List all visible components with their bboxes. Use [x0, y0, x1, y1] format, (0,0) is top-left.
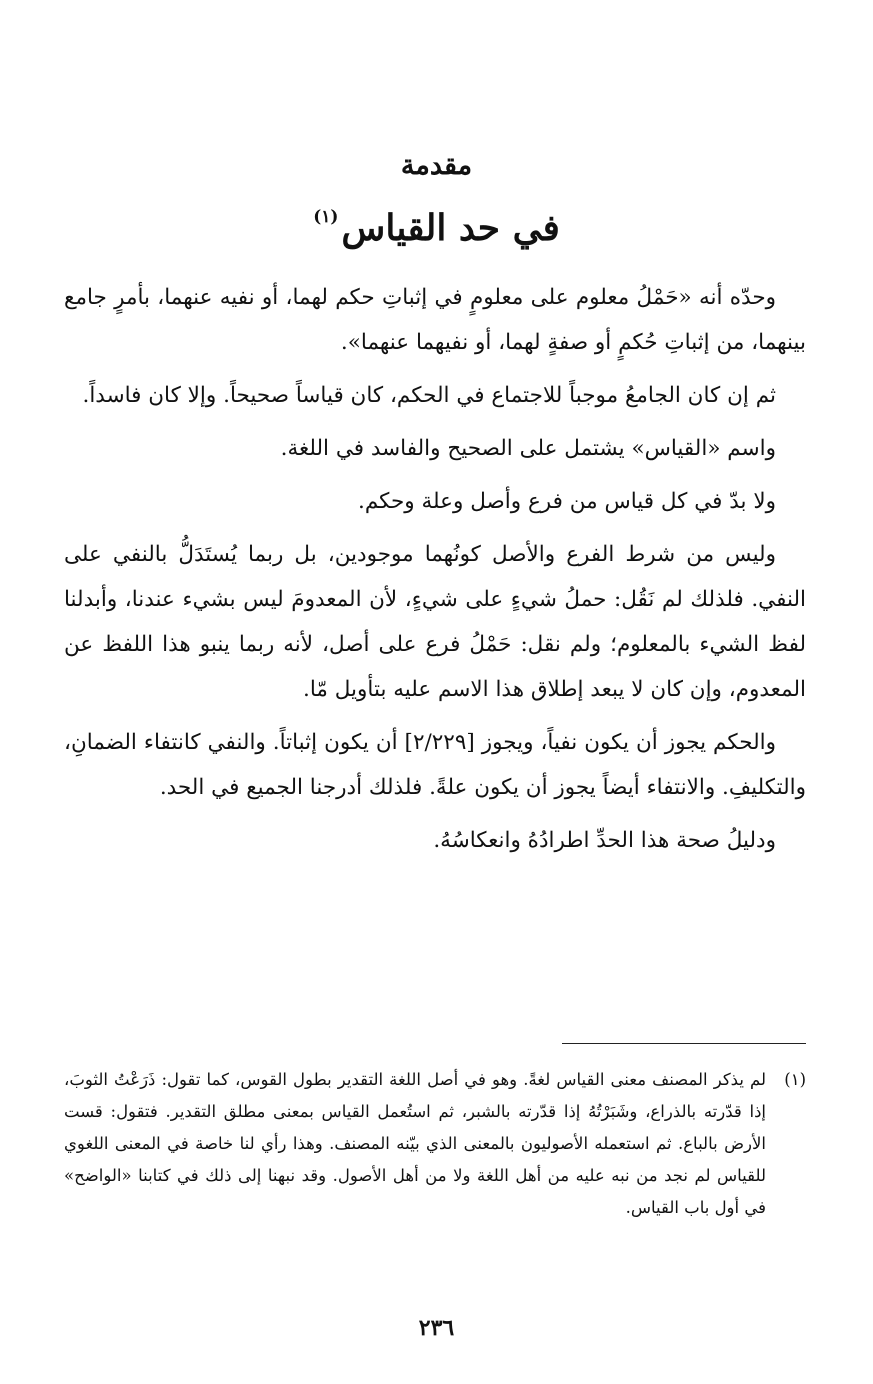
paragraph-valid-invalid: ثم إن كان الجامعُ موجباً للاجتماع في الحكم، كان قياساً صحيحاً. وإلا كان فاسداً. — [82, 383, 776, 408]
footnote-text: لم يذكر المصنف معنى القياس لغةً. وهو في أصل اللغة التقدير بطول القوس، كما تقول: ذَرَعْتُ الثوبَ، إذا قدّرته بالذراع، وشَبَرْتُهُ إذا قدّرته بالشبر، ثم استُعمل القياس بمعنى مطلق التقدير. فتقول: قست الأرض بالباع. ثم استعمله الأصوليون بالمعنى الذي بيّنه المصنف. وهذا رأي لنا خاصة في المعنى اللغوي للقياس لم نجد من نبه عليه من أهل اللغة ولا من أهل الأصول. وقد نبهنا إلى ذلك في كتابنا «الواضح» في أول باب القياس. — [64, 1070, 766, 1217]
paragraph-definition: وحدّه أنه «حَمْلُ معلوم على معلومٍ في إثباتِ حكم لهما، أو نفيه عنهما، بأمرٍ جامع بينهما، من إثباتِ حُكمٍ أو صفةٍ لهما، أو نفيهما عنهما». — [64, 285, 806, 355]
paragraph-conditions: وليس من شرط الفرع والأصل كونُهما موجودين، بل ربما يُستَدَلُّ بالنفي على النفي. فلذلك لم نَقُل: حملُ شيءٍ على شيءٍ، لأن المعدومَ ليس بشيء عندنا، وأبدلنا لفظ الشيء بالمعلوم؛ ولم نقل: حَمْلُ فرع على أصل، لأنه ربما ينبو هذا اللفظ عن المعدوم، وإن كان لا يبعد إطلاق هذا الاسم عليه بتأويل مّا. — [64, 542, 806, 702]
footnote-separator — [562, 1043, 806, 1044]
paragraph-pillars: ولا بدّ في كل قياس من فرع وأصل وعلة وحكم. — [358, 489, 776, 514]
footnote-number: (١) — [784, 1070, 806, 1089]
paragraph-name-scope: واسم «القياس» يشتمل على الصحيح والفاسد في اللغة. — [280, 436, 776, 461]
main-text — [64, 275, 806, 871]
page-number: ٢٣٦ — [418, 1315, 455, 1341]
section-title: مقدمة — [400, 150, 473, 181]
chapter-title — [0, 207, 873, 249]
paragraph-ruling: والحكم يجوز أن يكون نفياً، ويجوز [٢/٢٢٩] أن يكون إثباتاً. والنفي كانتفاء الضمانِ، والتكليفِ. والانتفاء أيضاً يجوز أن يكون علةً. فلذلك أدرجنا الجميع في الحد. — [64, 730, 806, 800]
footnote-reference: (١) — [313, 207, 339, 227]
footnote — [64, 1064, 806, 1224]
chapter-title-text: في حد القياس — [341, 207, 560, 249]
paragraph-proof: ودليلُ صحة هذا الحدِّ اطرادُهُ وانعكاسُهُ. — [433, 828, 776, 853]
